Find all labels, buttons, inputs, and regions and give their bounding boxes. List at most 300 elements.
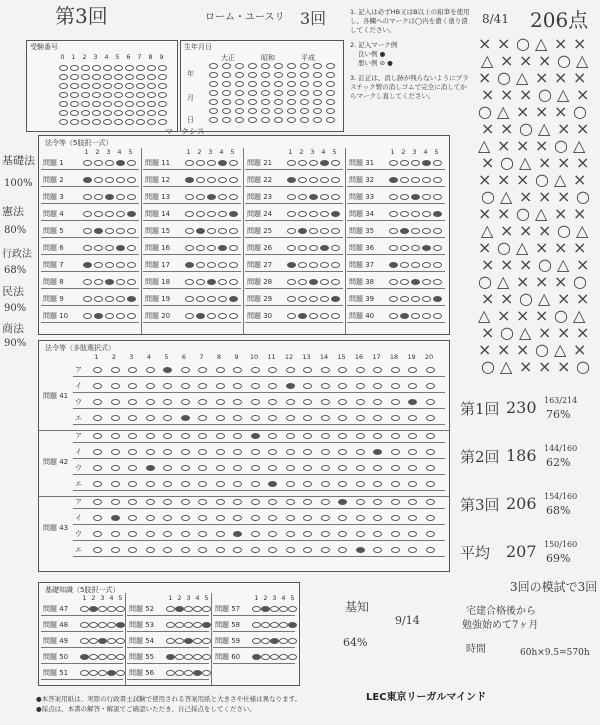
answer-bubble[interactable]: [128, 481, 137, 487]
birthdate-bubble[interactable]: [235, 90, 244, 96]
birthdate-bubble[interactable]: [235, 63, 244, 69]
answer-bubble[interactable]: [309, 262, 318, 268]
answer-bubble[interactable]: [286, 449, 295, 455]
answer-bubble[interactable]: [207, 160, 216, 166]
answer-bubble[interactable]: [218, 313, 227, 319]
birthdate-bubble[interactable]: [209, 72, 218, 78]
answer-bubble[interactable]: [303, 383, 312, 389]
answer-bubble[interactable]: [89, 670, 98, 676]
birthdate-bubble[interactable]: [313, 72, 322, 78]
answer-bubble[interactable]: [181, 383, 190, 389]
answer-bubble[interactable]: [426, 481, 435, 487]
answer-bubble[interactable]: [287, 228, 296, 234]
exam-bubble[interactable]: [136, 74, 145, 80]
birthdate-bubble[interactable]: [248, 81, 257, 87]
answer-bubble[interactable]: [127, 279, 136, 285]
answer-bubble[interactable]: [331, 313, 340, 319]
answer-bubble[interactable]: [94, 313, 103, 319]
answer-bubble[interactable]: [251, 399, 260, 405]
answer-bubble[interactable]: [331, 177, 340, 183]
answer-bubble[interactable]: [373, 481, 382, 487]
answer-bubble[interactable]: [338, 449, 347, 455]
answer-bubble[interactable]: [422, 160, 431, 166]
answer-bubble[interactable]: [389, 262, 398, 268]
birthdate-bubble[interactable]: [222, 72, 231, 78]
answer-bubble[interactable]: [111, 367, 120, 373]
answer-bubble[interactable]: [116, 606, 125, 612]
answer-bubble[interactable]: [268, 499, 277, 505]
answer-bubble[interactable]: [320, 194, 329, 200]
answer-bubble[interactable]: [127, 262, 136, 268]
answer-bubble[interactable]: [218, 262, 227, 268]
answer-bubble[interactable]: [251, 531, 260, 537]
answer-bubble[interactable]: [196, 228, 205, 234]
answer-bubble[interactable]: [303, 499, 312, 505]
answer-bubble[interactable]: [107, 606, 116, 612]
birthdate-bubble[interactable]: [313, 90, 322, 96]
answer-bubble[interactable]: [321, 415, 330, 421]
answer-bubble[interactable]: [229, 228, 238, 234]
answer-bubble[interactable]: [279, 638, 288, 644]
answer-bubble[interactable]: [286, 415, 295, 421]
exam-bubble[interactable]: [147, 110, 156, 116]
answer-bubble[interactable]: [94, 160, 103, 166]
answer-bubble[interactable]: [251, 383, 260, 389]
answer-bubble[interactable]: [338, 399, 347, 405]
answer-bubble[interactable]: [252, 654, 261, 660]
answer-bubble[interactable]: [288, 622, 297, 628]
birthdate-bubble[interactable]: [261, 117, 270, 123]
birthdate-bubble[interactable]: [274, 63, 283, 69]
answer-bubble[interactable]: [321, 383, 330, 389]
exam-bubble[interactable]: [81, 74, 90, 80]
answer-bubble[interactable]: [309, 160, 318, 166]
answer-bubble[interactable]: [391, 481, 400, 487]
answer-bubble[interactable]: [400, 296, 409, 302]
answer-bubble[interactable]: [331, 160, 340, 166]
answer-bubble[interactable]: [303, 481, 312, 487]
birthdate-bubble[interactable]: [326, 99, 335, 105]
answer-bubble[interactable]: [356, 383, 365, 389]
answer-bubble[interactable]: [286, 383, 295, 389]
answer-bubble[interactable]: [279, 606, 288, 612]
birthdate-bubble[interactable]: [261, 90, 270, 96]
answer-bubble[interactable]: [373, 547, 382, 553]
exam-bubble[interactable]: [114, 83, 123, 89]
answer-bubble[interactable]: [426, 449, 435, 455]
answer-bubble[interactable]: [408, 449, 417, 455]
answer-bubble[interactable]: [422, 296, 431, 302]
answer-bubble[interactable]: [107, 670, 116, 676]
answer-bubble[interactable]: [411, 245, 420, 251]
answer-bubble[interactable]: [185, 211, 194, 217]
answer-bubble[interactable]: [146, 499, 155, 505]
answer-bubble[interactable]: [389, 211, 398, 217]
answer-bubble[interactable]: [400, 211, 409, 217]
birthdate-bubble[interactable]: [326, 117, 335, 123]
answer-bubble[interactable]: [298, 194, 307, 200]
answer-bubble[interactable]: [422, 211, 431, 217]
answer-bubble[interactable]: [422, 177, 431, 183]
answer-bubble[interactable]: [193, 606, 202, 612]
answer-bubble[interactable]: [111, 531, 120, 537]
answer-bubble[interactable]: [127, 296, 136, 302]
answer-bubble[interactable]: [338, 465, 347, 471]
birthdate-bubble[interactable]: [300, 72, 309, 78]
birthdate-bubble[interactable]: [287, 90, 296, 96]
answer-bubble[interactable]: [207, 211, 216, 217]
answer-bubble[interactable]: [175, 654, 184, 660]
exam-bubble[interactable]: [59, 110, 68, 116]
answer-bubble[interactable]: [286, 399, 295, 405]
answer-bubble[interactable]: [185, 262, 194, 268]
answer-bubble[interactable]: [303, 531, 312, 537]
answer-bubble[interactable]: [426, 415, 435, 421]
answer-bubble[interactable]: [338, 515, 347, 521]
answer-bubble[interactable]: [105, 228, 114, 234]
birthdate-bubble[interactable]: [235, 72, 244, 78]
answer-bubble[interactable]: [163, 367, 172, 373]
answer-bubble[interactable]: [251, 481, 260, 487]
answer-bubble[interactable]: [83, 177, 92, 183]
answer-bubble[interactable]: [193, 622, 202, 628]
answer-bubble[interactable]: [422, 313, 431, 319]
answer-bubble[interactable]: [400, 177, 409, 183]
birthdate-bubble[interactable]: [326, 72, 335, 78]
answer-bubble[interactable]: [146, 399, 155, 405]
answer-bubble[interactable]: [146, 367, 155, 373]
birthdate-bubble[interactable]: [326, 63, 335, 69]
answer-bubble[interactable]: [196, 177, 205, 183]
answer-bubble[interactable]: [175, 670, 184, 676]
answer-bubble[interactable]: [98, 622, 107, 628]
answer-bubble[interactable]: [270, 654, 279, 660]
answer-bubble[interactable]: [391, 433, 400, 439]
answer-bubble[interactable]: [105, 177, 114, 183]
answer-bubble[interactable]: [356, 449, 365, 455]
answer-bubble[interactable]: [261, 622, 270, 628]
answer-bubble[interactable]: [166, 606, 175, 612]
answer-bubble[interactable]: [298, 160, 307, 166]
answer-bubble[interactable]: [391, 465, 400, 471]
answer-bubble[interactable]: [309, 279, 318, 285]
birthdate-bubble[interactable]: [248, 63, 257, 69]
answer-bubble[interactable]: [80, 654, 89, 660]
answer-bubble[interactable]: [321, 499, 330, 505]
answer-bubble[interactable]: [411, 228, 420, 234]
answer-bubble[interactable]: [331, 194, 340, 200]
answer-bubble[interactable]: [105, 245, 114, 251]
answer-bubble[interactable]: [107, 654, 116, 660]
birthdate-bubble[interactable]: [209, 90, 218, 96]
answer-bubble[interactable]: [309, 211, 318, 217]
answer-bubble[interactable]: [400, 262, 409, 268]
answer-bubble[interactable]: [331, 245, 340, 251]
answer-bubble[interactable]: [146, 433, 155, 439]
answer-bubble[interactable]: [163, 499, 172, 505]
answer-bubble[interactable]: [216, 399, 225, 405]
answer-bubble[interactable]: [391, 383, 400, 389]
answer-bubble[interactable]: [321, 515, 330, 521]
exam-bubble[interactable]: [70, 83, 79, 89]
answer-bubble[interactable]: [105, 262, 114, 268]
answer-bubble[interactable]: [233, 433, 242, 439]
answer-bubble[interactable]: [216, 515, 225, 521]
answer-bubble[interactable]: [408, 499, 417, 505]
answer-bubble[interactable]: [356, 465, 365, 471]
answer-bubble[interactable]: [252, 638, 261, 644]
exam-bubble[interactable]: [136, 101, 145, 107]
answer-bubble[interactable]: [229, 160, 238, 166]
answer-bubble[interactable]: [198, 449, 207, 455]
exam-bubble[interactable]: [92, 83, 101, 89]
answer-bubble[interactable]: [116, 296, 125, 302]
answer-bubble[interactable]: [321, 465, 330, 471]
answer-bubble[interactable]: [408, 531, 417, 537]
exam-bubble[interactable]: [114, 119, 123, 125]
answer-bubble[interactable]: [181, 481, 190, 487]
exam-bubble[interactable]: [114, 92, 123, 98]
exam-bubble[interactable]: [92, 119, 101, 125]
exam-bubble[interactable]: [92, 101, 101, 107]
answer-bubble[interactable]: [207, 262, 216, 268]
exam-bubble[interactable]: [103, 101, 112, 107]
answer-bubble[interactable]: [298, 279, 307, 285]
answer-bubble[interactable]: [373, 383, 382, 389]
answer-bubble[interactable]: [163, 433, 172, 439]
exam-bubble[interactable]: [103, 65, 112, 71]
answer-bubble[interactable]: [89, 654, 98, 660]
answer-bubble[interactable]: [303, 399, 312, 405]
answer-bubble[interactable]: [391, 499, 400, 505]
answer-bubble[interactable]: [83, 262, 92, 268]
answer-bubble[interactable]: [233, 367, 242, 373]
answer-bubble[interactable]: [93, 383, 102, 389]
birthdate-bubble[interactable]: [248, 108, 257, 114]
answer-bubble[interactable]: [391, 531, 400, 537]
birthdate-bubble[interactable]: [209, 108, 218, 114]
birthdate-bubble[interactable]: [248, 117, 257, 123]
exam-bubble[interactable]: [147, 83, 156, 89]
birthdate-bubble[interactable]: [209, 81, 218, 87]
answer-bubble[interactable]: [207, 177, 216, 183]
answer-bubble[interactable]: [229, 262, 238, 268]
answer-bubble[interactable]: [233, 383, 242, 389]
answer-bubble[interactable]: [389, 313, 398, 319]
birthdate-bubble[interactable]: [300, 99, 309, 105]
answer-bubble[interactable]: [83, 313, 92, 319]
answer-bubble[interactable]: [251, 499, 260, 505]
answer-bubble[interactable]: [373, 433, 382, 439]
answer-bubble[interactable]: [181, 465, 190, 471]
answer-bubble[interactable]: [426, 499, 435, 505]
birthdate-bubble[interactable]: [209, 63, 218, 69]
answer-bubble[interactable]: [116, 228, 125, 234]
answer-bubble[interactable]: [338, 367, 347, 373]
answer-bubble[interactable]: [127, 194, 136, 200]
answer-bubble[interactable]: [216, 449, 225, 455]
exam-bubble[interactable]: [158, 83, 167, 89]
answer-bubble[interactable]: [286, 433, 295, 439]
answer-bubble[interactable]: [111, 383, 120, 389]
answer-bubble[interactable]: [198, 531, 207, 537]
answer-bubble[interactable]: [270, 606, 279, 612]
birthdate-bubble[interactable]: [300, 81, 309, 87]
exam-bubble[interactable]: [125, 110, 134, 116]
answer-bubble[interactable]: [116, 638, 125, 644]
answer-bubble[interactable]: [198, 415, 207, 421]
birthdate-bubble[interactable]: [209, 99, 218, 105]
answer-bubble[interactable]: [408, 415, 417, 421]
answer-bubble[interactable]: [193, 638, 202, 644]
answer-bubble[interactable]: [127, 211, 136, 217]
answer-bubble[interactable]: [181, 499, 190, 505]
answer-bubble[interactable]: [202, 670, 211, 676]
answer-bubble[interactable]: [321, 433, 330, 439]
answer-bubble[interactable]: [433, 228, 442, 234]
birthdate-bubble[interactable]: [261, 108, 270, 114]
answer-bubble[interactable]: [163, 547, 172, 553]
birthdate-bubble[interactable]: [274, 99, 283, 105]
answer-bubble[interactable]: [320, 313, 329, 319]
answer-bubble[interactable]: [111, 481, 120, 487]
answer-bubble[interactable]: [216, 415, 225, 421]
exam-bubble[interactable]: [103, 119, 112, 125]
answer-bubble[interactable]: [94, 245, 103, 251]
exam-bubble[interactable]: [158, 110, 167, 116]
answer-bubble[interactable]: [116, 194, 125, 200]
answer-bubble[interactable]: [105, 279, 114, 285]
answer-bubble[interactable]: [196, 160, 205, 166]
answer-bubble[interactable]: [93, 367, 102, 373]
answer-bubble[interactable]: [303, 367, 312, 373]
answer-bubble[interactable]: [309, 245, 318, 251]
answer-bubble[interactable]: [356, 415, 365, 421]
answer-bubble[interactable]: [181, 531, 190, 537]
answer-bubble[interactable]: [373, 367, 382, 373]
answer-bubble[interactable]: [89, 622, 98, 628]
answer-bubble[interactable]: [105, 194, 114, 200]
answer-bubble[interactable]: [279, 622, 288, 628]
answer-bubble[interactable]: [127, 177, 136, 183]
answer-bubble[interactable]: [229, 313, 238, 319]
exam-bubble[interactable]: [70, 119, 79, 125]
answer-bubble[interactable]: [400, 228, 409, 234]
answer-bubble[interactable]: [93, 399, 102, 405]
answer-bubble[interactable]: [93, 433, 102, 439]
birthdate-bubble[interactable]: [287, 108, 296, 114]
answer-bubble[interactable]: [202, 606, 211, 612]
answer-bubble[interactable]: [185, 279, 194, 285]
answer-bubble[interactable]: [251, 449, 260, 455]
answer-bubble[interactable]: [193, 670, 202, 676]
answer-bubble[interactable]: [193, 654, 202, 660]
answer-bubble[interactable]: [309, 228, 318, 234]
answer-bubble[interactable]: [356, 399, 365, 405]
answer-bubble[interactable]: [184, 622, 193, 628]
answer-bubble[interactable]: [216, 367, 225, 373]
exam-bubble[interactable]: [147, 101, 156, 107]
birthdate-bubble[interactable]: [248, 90, 257, 96]
answer-bubble[interactable]: [320, 245, 329, 251]
answer-bubble[interactable]: [83, 211, 92, 217]
answer-bubble[interactable]: [166, 622, 175, 628]
answer-bubble[interactable]: [331, 211, 340, 217]
answer-bubble[interactable]: [320, 228, 329, 234]
answer-bubble[interactable]: [303, 515, 312, 521]
answer-bubble[interactable]: [116, 211, 125, 217]
answer-bubble[interactable]: [373, 499, 382, 505]
answer-bubble[interactable]: [408, 481, 417, 487]
answer-bubble[interactable]: [198, 465, 207, 471]
exam-bubble[interactable]: [70, 74, 79, 80]
answer-bubble[interactable]: [320, 262, 329, 268]
exam-bubble[interactable]: [92, 110, 101, 116]
answer-bubble[interactable]: [175, 622, 184, 628]
answer-bubble[interactable]: [116, 262, 125, 268]
answer-bubble[interactable]: [181, 433, 190, 439]
answer-bubble[interactable]: [251, 367, 260, 373]
answer-bubble[interactable]: [80, 670, 89, 676]
answer-bubble[interactable]: [111, 547, 120, 553]
answer-bubble[interactable]: [251, 515, 260, 521]
answer-bubble[interactable]: [105, 160, 114, 166]
answer-bubble[interactable]: [373, 515, 382, 521]
answer-bubble[interactable]: [303, 415, 312, 421]
answer-bubble[interactable]: [202, 638, 211, 644]
exam-bubble[interactable]: [81, 101, 90, 107]
answer-bubble[interactable]: [389, 245, 398, 251]
answer-bubble[interactable]: [229, 194, 238, 200]
birthdate-bubble[interactable]: [235, 117, 244, 123]
exam-bubble[interactable]: [158, 74, 167, 80]
answer-bubble[interactable]: [185, 228, 194, 234]
answer-bubble[interactable]: [433, 279, 442, 285]
answer-bubble[interactable]: [89, 638, 98, 644]
answer-bubble[interactable]: [373, 415, 382, 421]
answer-bubble[interactable]: [181, 547, 190, 553]
answer-bubble[interactable]: [196, 211, 205, 217]
exam-bubble[interactable]: [103, 92, 112, 98]
exam-bubble[interactable]: [103, 110, 112, 116]
answer-bubble[interactable]: [185, 296, 194, 302]
answer-bubble[interactable]: [268, 481, 277, 487]
answer-bubble[interactable]: [83, 228, 92, 234]
answer-bubble[interactable]: [111, 449, 120, 455]
answer-bubble[interactable]: [286, 481, 295, 487]
answer-bubble[interactable]: [433, 245, 442, 251]
answer-bubble[interactable]: [433, 262, 442, 268]
answer-bubble[interactable]: [207, 228, 216, 234]
answer-bubble[interactable]: [233, 449, 242, 455]
answer-bubble[interactable]: [105, 313, 114, 319]
answer-bubble[interactable]: [218, 177, 227, 183]
answer-bubble[interactable]: [163, 465, 172, 471]
answer-bubble[interactable]: [268, 415, 277, 421]
answer-bubble[interactable]: [80, 638, 89, 644]
answer-bubble[interactable]: [94, 177, 103, 183]
answer-bubble[interactable]: [116, 622, 125, 628]
answer-bubble[interactable]: [198, 547, 207, 553]
exam-bubble[interactable]: [81, 92, 90, 98]
answer-bubble[interactable]: [127, 245, 136, 251]
answer-bubble[interactable]: [356, 515, 365, 521]
answer-bubble[interactable]: [309, 177, 318, 183]
answer-bubble[interactable]: [338, 481, 347, 487]
exam-bubble[interactable]: [59, 119, 68, 125]
birthdate-bubble[interactable]: [300, 63, 309, 69]
answer-bubble[interactable]: [287, 177, 296, 183]
